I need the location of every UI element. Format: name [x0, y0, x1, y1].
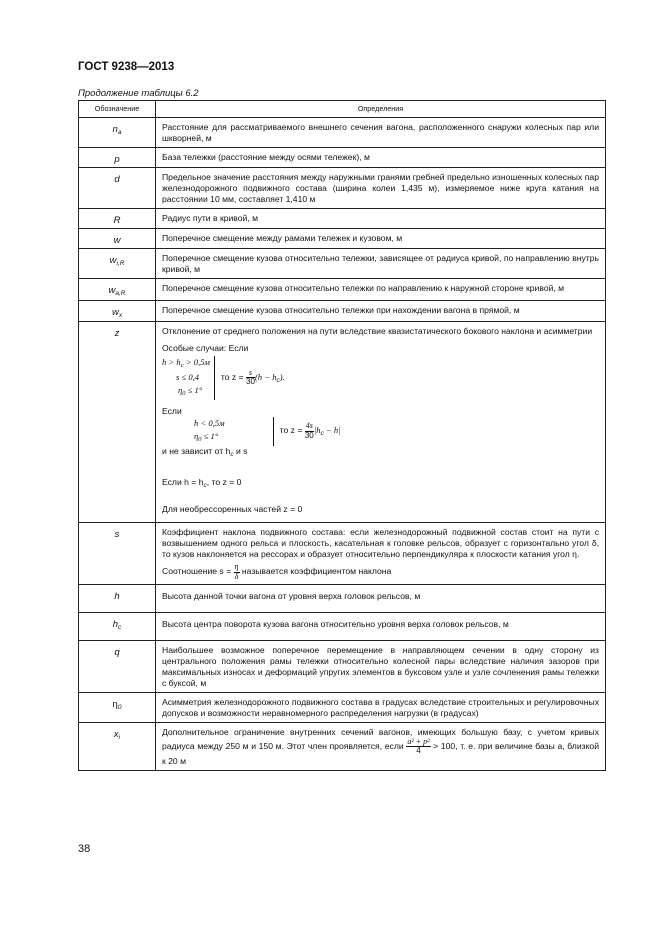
symbol: q [114, 647, 120, 659]
symbol: w [111, 306, 119, 318]
table-header-row [79, 101, 606, 118]
text: Дополнительное ограничение внутренних сечений вагонов, имеющих большую базу, с учетом кривых радиуса между 250 м и 150 м. Этот член проявляется, если [162, 727, 599, 752]
text: > 100, т. е. при величине базы a, близкой к 20 м [162, 741, 600, 766]
fraction-numerator: η [234, 562, 239, 572]
z-case-2-conditions [162, 417, 274, 446]
symbol: n [112, 124, 118, 135]
symbol-subscript: x [118, 311, 123, 319]
table-row [79, 693, 606, 723]
definition-cell: База тележки (расстояние между осями тележек), м [156, 148, 606, 168]
fraction [406, 738, 430, 756]
definition-cell: Поперечное смещение кузова относительно тележки по направлению к наружной стороне кривой, м [156, 279, 606, 300]
text: Соотношение s = [162, 566, 232, 577]
fraction [246, 369, 255, 387]
symbol: w [109, 255, 117, 267]
text: , то z = 0 [206, 476, 242, 487]
column-header-definition: Определения [156, 101, 606, 118]
condition-subscript: 0 [182, 390, 186, 398]
column-header-symbol: Обозначение [79, 101, 156, 118]
z-case-2 [162, 417, 599, 446]
symbol-cell [79, 585, 156, 613]
symbol-cell [79, 249, 156, 279]
condition-text: h > h [162, 357, 181, 368]
definition-cell [156, 723, 606, 771]
condition-text: > 0,5м [183, 357, 210, 368]
table-row [79, 279, 606, 300]
definition-cell [156, 523, 606, 585]
definition-cell: Расстояние для рассматриваемого внешнего сечения вагона, расположенного снаружи колесных пар или шкворней, м [156, 118, 606, 148]
formula-subscript: c [276, 377, 280, 385]
table-row-z [79, 322, 606, 523]
condition-text: ≤ 1° [201, 431, 219, 442]
text: называется коэффициентом наклона [241, 566, 392, 577]
symbol-cell [79, 209, 156, 229]
z-case-1-formula [215, 369, 285, 387]
symbol-cell [79, 613, 156, 641]
symbol-subscript: i [118, 734, 121, 742]
definition-cell: Поперечное смещение между рамами тележек и кузовом, м [156, 229, 606, 249]
definition-cell: Предельное значение расстояния между наружными гранями гребней предельно изношенных колесных пар железнодорожного подвижного состава (ширина колеи 1,435 м), измеряемое ниже круга катания на расстоянии 10 мм, составляет 1,410 м [156, 168, 606, 209]
condition-text: h < 0,5м [194, 417, 225, 428]
z-case-4: Для необрессоренных частей z = 0 [162, 504, 303, 515]
z-case-3 [162, 477, 599, 490]
symbol: w [108, 285, 116, 297]
symbol-subscript: a,R [115, 290, 126, 298]
symbol-cell [79, 279, 156, 300]
symbol-subscript: a [117, 129, 122, 136]
z-case-1-conditions [162, 356, 215, 399]
definitions-table [78, 100, 606, 771]
table-row [79, 613, 606, 641]
symbol: d [114, 174, 120, 186]
symbol-subscript: c [118, 624, 122, 632]
symbol: R [113, 215, 121, 227]
definition-cell: Поперечное смещение кузова относительно тележки, зависящее от радиуса кривой, по направлению внутрь кривой, м [156, 249, 606, 279]
formula-text: (h − h [254, 372, 277, 383]
z-esli: Если [162, 405, 182, 416]
formula-text: то z = [279, 425, 303, 436]
definition-cell: Высота центра поворота кузова вагона относительно уровня верха головок рельсов, м [156, 613, 606, 641]
table-row-s [79, 523, 606, 585]
symbol-cell [79, 322, 156, 523]
symbol: h [114, 591, 120, 603]
formula-text: то z = [220, 372, 244, 383]
symbol: z [114, 328, 120, 340]
symbol: p [114, 154, 120, 165]
symbol-cell [79, 229, 156, 249]
fraction-numerator: a² + p² [407, 737, 430, 747]
z-special-cases: Особые случаи: Если [162, 343, 249, 354]
z-case-2-formula [274, 422, 341, 440]
document-header: ГОСТ 9238—2013 [78, 61, 175, 73]
s-ratio [162, 563, 599, 581]
symbol-subscript: 0 [117, 704, 122, 712]
fraction [305, 422, 314, 440]
symbol-subscript: i,R [116, 260, 125, 268]
z-case-1 [162, 356, 599, 399]
condition-subscript: c [180, 362, 184, 370]
z-intro: Отклонение от среднего положения на пути вследствие квазистатического бокового наклона и асимметрии [162, 326, 593, 337]
symbol: h [112, 619, 119, 631]
symbol: x [113, 729, 119, 741]
table-row-x [79, 723, 606, 771]
subscript: c [230, 450, 234, 458]
formula-text: ). [279, 372, 285, 383]
fraction-denominator: δ [234, 571, 239, 581]
fraction [234, 563, 240, 581]
formula-text: |h [313, 425, 321, 436]
table-row [79, 641, 606, 693]
z-independence [162, 446, 599, 459]
fraction-denominator: 30 [304, 430, 314, 440]
table-row [79, 585, 606, 613]
definition-cell [156, 322, 606, 523]
table-caption: Продолжение таблицы 6.2 [78, 88, 199, 99]
condition-text: ≤ 1° [185, 385, 203, 396]
symbol-cell [79, 148, 156, 168]
definition-cell: Радиус пути в кривой, м [156, 209, 606, 229]
definition-cell: Поперечное смещение кузова относительно тележки при нахождении вагона в прямой, м [156, 300, 606, 321]
condition-subscript: 0 [198, 436, 202, 444]
fraction-numerator: s [246, 369, 255, 378]
table-row [79, 249, 606, 279]
formula-subscript: c [320, 430, 324, 438]
text: Если h = h [162, 476, 204, 487]
fraction-numerator: 4s [305, 421, 313, 431]
table-row [79, 300, 606, 321]
symbol-cell [79, 300, 156, 321]
symbol: w [113, 235, 121, 247]
table-row [79, 148, 606, 168]
symbol-cell [79, 523, 156, 585]
table-row [79, 118, 606, 148]
text: и s [233, 445, 248, 456]
subscript: c [203, 481, 207, 489]
table-row [79, 168, 606, 209]
symbol-cell [79, 723, 156, 771]
symbol: s [114, 529, 120, 541]
condition-text: s ≤ 0,4 [176, 372, 200, 383]
condition-text: η [178, 385, 183, 396]
table-row [79, 229, 606, 249]
text: и не зависит от h [162, 445, 231, 456]
condition-text: η [194, 431, 199, 442]
table-row [79, 209, 606, 229]
page-number: 38 [78, 843, 91, 855]
formula-text: − h| [323, 425, 341, 436]
definition-cell: Высота данной точки вагона от уровня верха головок рельсов, м [156, 585, 606, 613]
symbol-cell [79, 693, 156, 723]
fraction-denominator: 4 [416, 746, 421, 756]
definition-cell: Асимметрия железнодорожного подвижного состава в градусах вследствие строительных и регулировочных допусков и возможности неравномерного распределения нагрузки (в градусах) [156, 693, 606, 723]
s-text: Коэффициент наклона подвижного состава: если железнодорожный подвижной состав стоит на пути с возвышением одного рельса и плоскость, касательная к головке рельсов, образует с горизонтально угол δ, то кузов наклоняется на рессорах и образует относительно перпендикуляра к плоскости катания угол η. [162, 527, 599, 560]
fraction-denominator: 30 [246, 377, 255, 387]
symbol-cell [79, 168, 156, 209]
symbol-cell [79, 641, 156, 693]
symbol-cell [79, 118, 156, 148]
definition-cell: Наибольшее возможное поперечное перемещение в направляющем сечении в одну сторону из центрального положения рамы тележки относительно колесной пары вследствие наличия зазоров при максимальных износах и деформаций упругих элементов в буксовом узле и узле сочленения рамы тележки с буксой, м [156, 641, 606, 693]
symbol: η [112, 699, 118, 711]
